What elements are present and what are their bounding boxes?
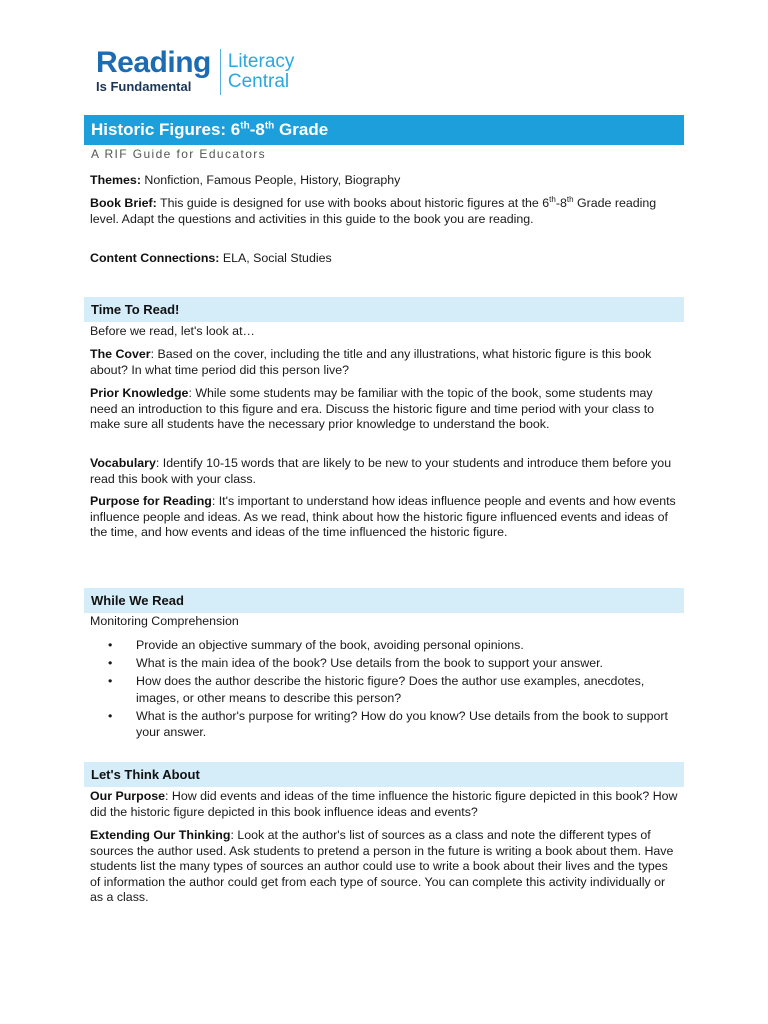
section-heading-time-to-read: Time To Read! [84, 297, 684, 322]
the-cover-label: The Cover [90, 347, 151, 361]
our-purpose-paragraph [90, 789, 680, 820]
logo-central-text: Central [227, 71, 290, 92]
rif-logo [96, 46, 294, 98]
themes-paragraph [90, 173, 680, 189]
prior-knowledge-label: Prior Knowledge [90, 386, 189, 400]
book-brief-text-c: Grade reading level. Adapt the questions and activities in this guide to the book you are reading. [90, 196, 657, 226]
logo-reading-text: Reading [96, 46, 211, 79]
our-purpose-text: : How did events and ideas of the time influence the historic figure depicted in this book? How did the historic figure depicted in this book influence ideas and events? [90, 789, 678, 819]
page-subtitle: A RIF Guide for Educators [91, 147, 267, 161]
title-sup-1: th [240, 120, 250, 132]
before-we-read-lead: Before we read, let's look at… [90, 324, 255, 338]
book-brief-text-b: -8 [555, 196, 567, 210]
content-connections-text: ELA, Social Studies [219, 251, 332, 265]
section-heading-lets-think-about: Let's Think About [84, 762, 684, 787]
title-sup-2: th [264, 120, 275, 132]
list-item: • What is the main idea of the book? Use details from the book to support your answer. [108, 655, 678, 672]
book-brief-sup-1: th [549, 194, 556, 204]
title-mid: -8 [249, 120, 265, 139]
monitoring-comprehension-lead: Monitoring Comprehension [90, 614, 239, 628]
extending-our-thinking-label: Extending Our Thinking [90, 828, 231, 842]
logo-fundamental-text: Is Fundamental [96, 79, 192, 94]
purpose-for-reading-text: : It's important to understand how ideas influence people and events and how events influence people and ideas. As we read, think about how the historic figure influenced events and ideas of the time, and how events and ideas of the time influenced the historic figure. [90, 494, 676, 540]
literacy-central-wordmark [228, 52, 295, 92]
logo-divider [220, 49, 221, 95]
rif-wordmark [96, 46, 211, 95]
list-item: • How does the author describe the historic figure? Does the author use examples, anecdotes, images, or other means to describe this person? [108, 673, 678, 706]
themes-label: Themes: [90, 173, 141, 187]
our-purpose-label: Our Purpose [90, 789, 166, 803]
vocabulary-paragraph [90, 456, 680, 487]
purpose-for-reading-paragraph [90, 494, 680, 541]
content-connections-paragraph [90, 251, 680, 267]
comprehension-question-list [108, 637, 678, 743]
purpose-for-reading-label: Purpose for Reading [90, 494, 212, 508]
title-prefix: Historic Figures: 6 [91, 120, 241, 139]
logo-literacy-text: Literacy [227, 51, 295, 72]
content-connections-label: Content Connections: [90, 251, 220, 265]
list-item: • Provide an objective summary of the book, avoiding personal opinions. [108, 637, 678, 654]
the-cover-text: : Based on the cover, including the title and any illustrations, what historic figure is this book about? In what time period did this person live? [90, 347, 652, 377]
page-title [84, 115, 684, 145]
prior-knowledge-text: : While some students may be familiar with the topic of the book, some students may need an introduction to this figure and era. Discuss the historic figure and time period with your class to make sure all students have the necessary prior knowledge to understand the book. [90, 386, 655, 432]
vocabulary-text: : Identify 10-15 words that are likely to be new to your students and introduce them before you read this book with your class. [90, 456, 672, 486]
title-suffix: Grade [274, 120, 329, 139]
book-brief-text-a: This guide is designed for use with books about historic figures at the 6 [156, 196, 550, 210]
extending-our-thinking-text: : Look at the author's list of sources as a class and note the different types of sources the author used. Ask students to pretend a person in the future is writing a book about them. Have students list the many types of sources an author could use to write a book about their lives and the types of information the author could get from each type of source. You can complete this activity individually or as a class. [90, 828, 674, 905]
extending-our-thinking-paragraph [90, 828, 680, 906]
themes-text: Nonfiction, Famous People, History, Biography [140, 173, 401, 187]
list-item: • What is the author's purpose for writing? How do you know? Use details from the book to support your answer. [108, 708, 678, 741]
book-brief-label: Book Brief: [90, 196, 157, 210]
prior-knowledge-paragraph [90, 386, 680, 433]
book-brief-sup-2: th [566, 194, 574, 204]
section-heading-while-we-read: While We Read [84, 588, 684, 613]
the-cover-paragraph [90, 347, 680, 378]
book-brief-paragraph [90, 196, 680, 227]
vocabulary-label: Vocabulary [90, 456, 156, 470]
